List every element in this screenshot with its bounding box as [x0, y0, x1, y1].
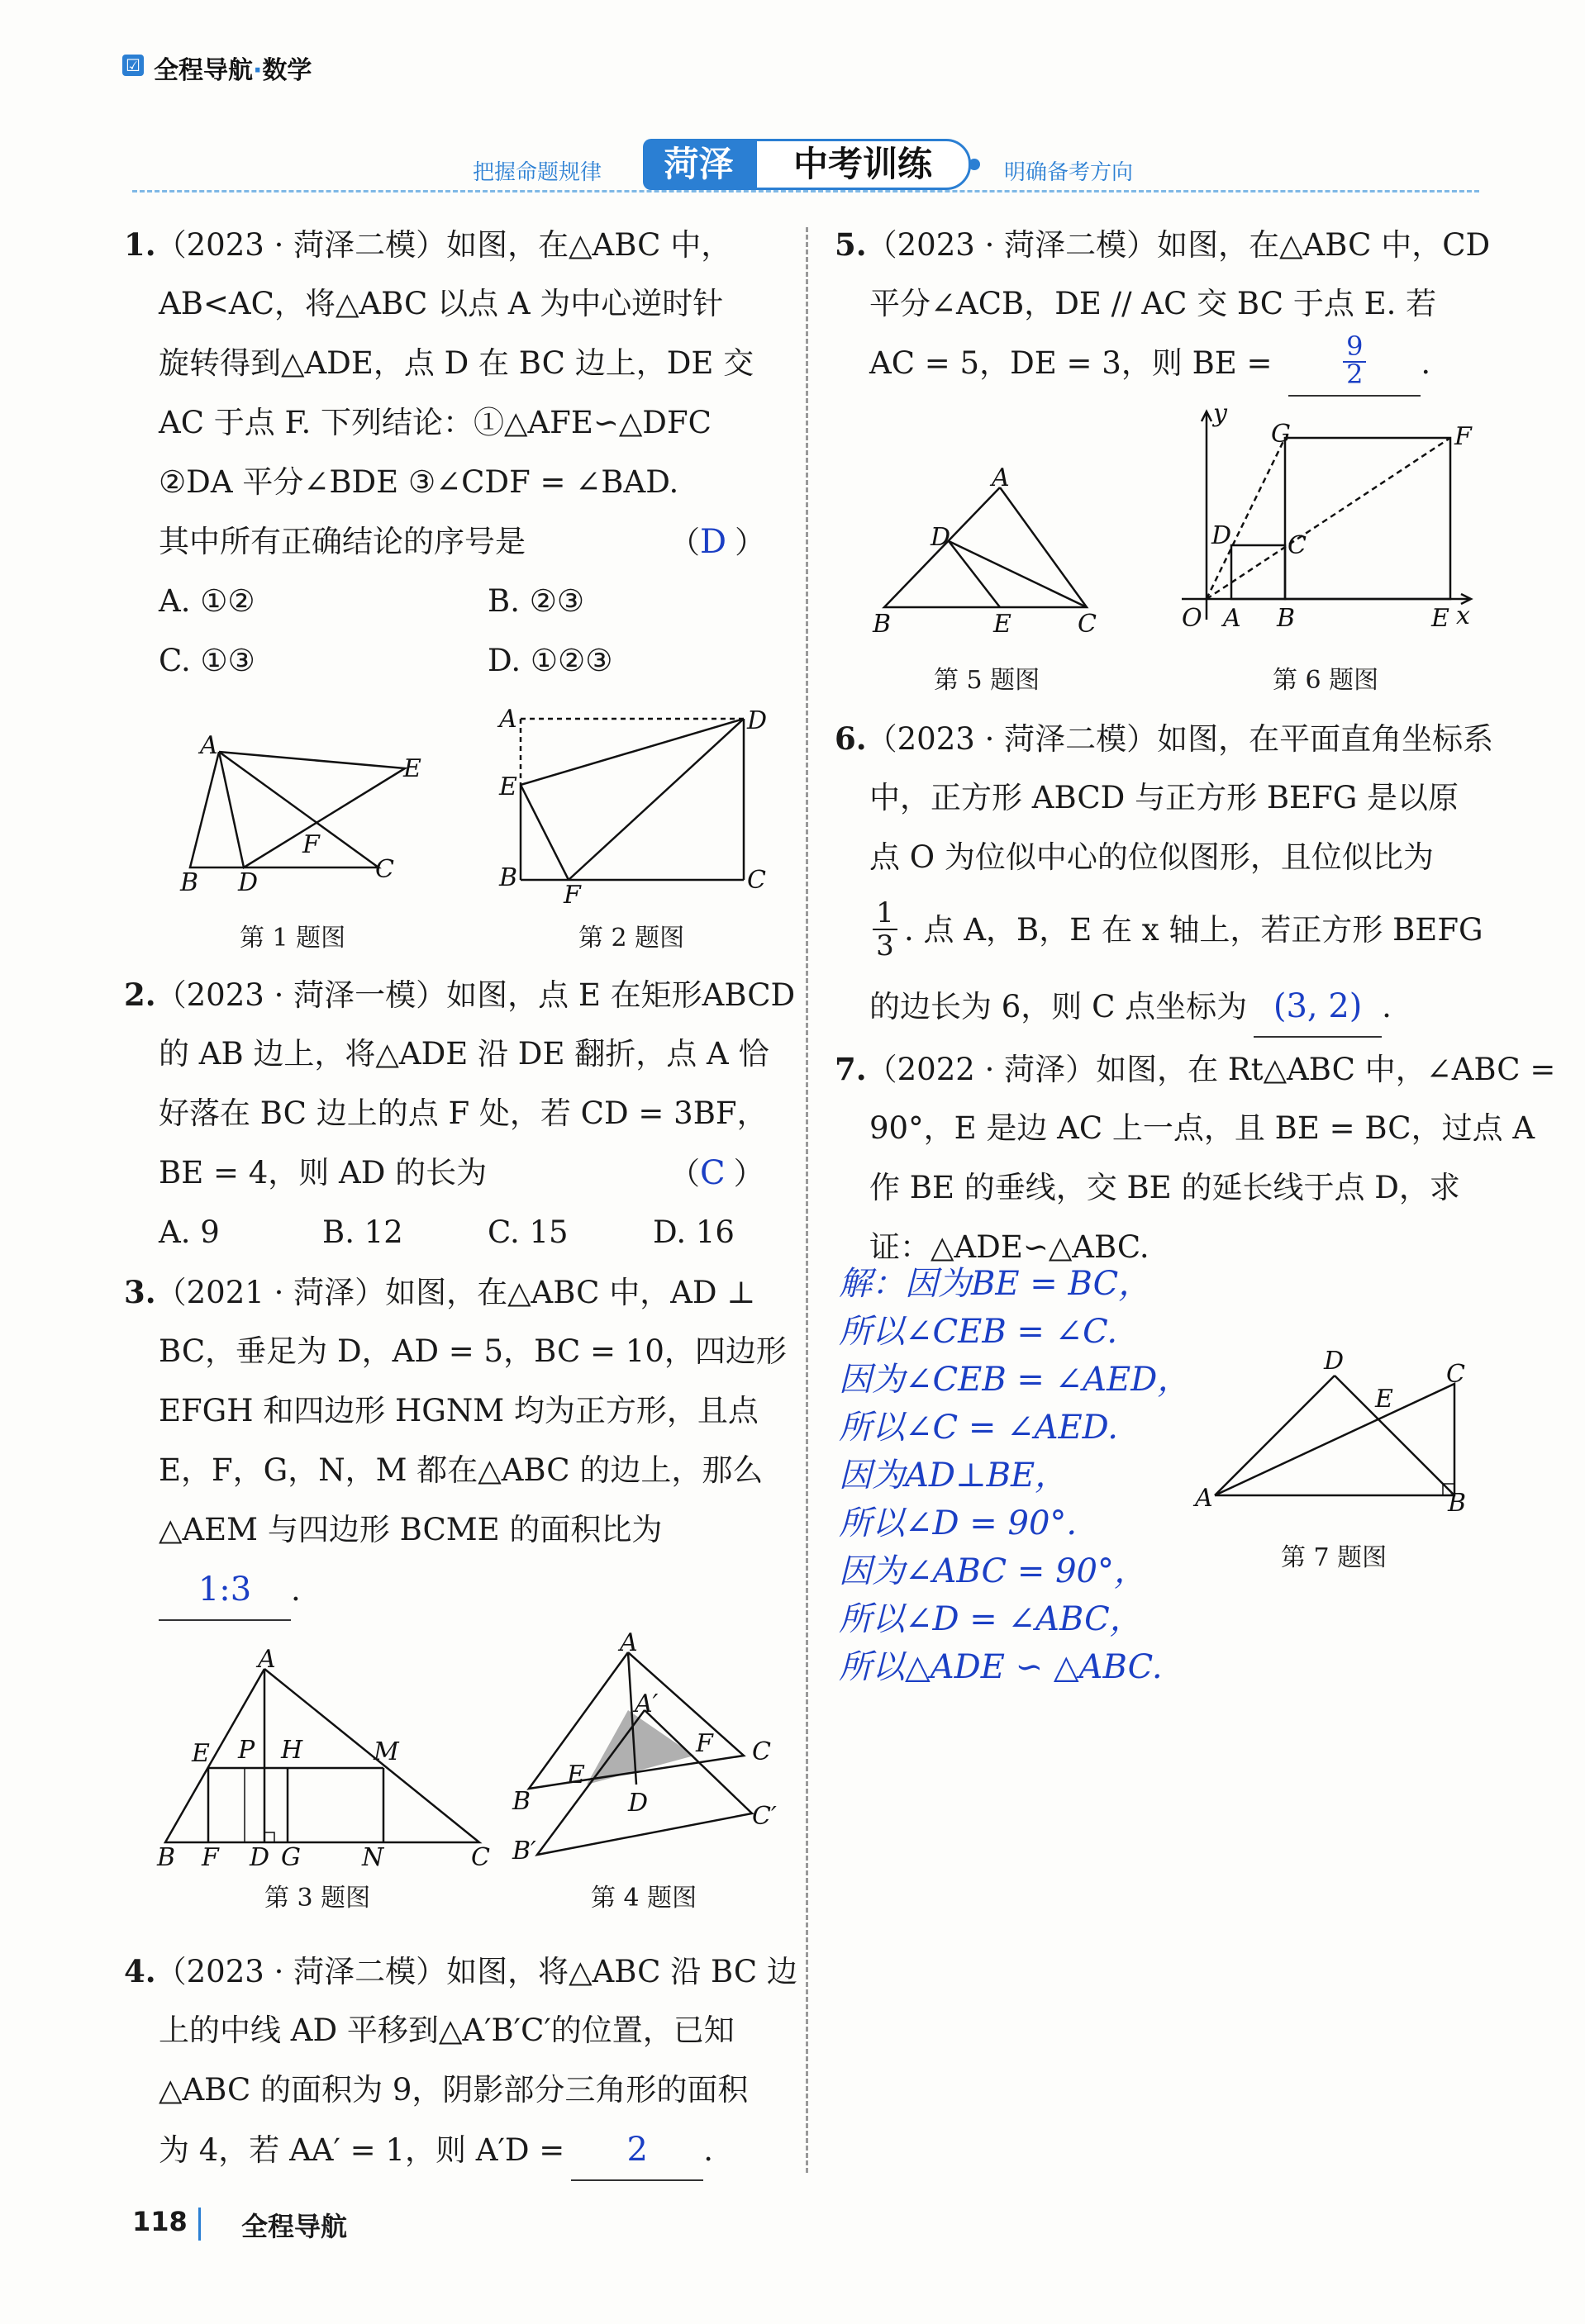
caption-1: 第 1 题图: [240, 924, 346, 953]
banner-left-text: 把握命题规律: [473, 160, 602, 185]
banner-dot-icon: [969, 159, 980, 170]
answer-2: C: [700, 1154, 726, 1192]
svg-text:E: E: [1431, 604, 1449, 633]
answer-3: 1:3: [159, 1560, 291, 1621]
footer-divider: [198, 2208, 201, 2241]
answer-1: D: [700, 523, 727, 561]
svg-text:E: E: [1375, 1385, 1393, 1414]
svg-text:P: P: [238, 1736, 255, 1765]
svg-text:B: B: [1448, 1489, 1467, 1518]
svg-text:C: C: [471, 1843, 490, 1872]
caption-5: 第 5 题图: [934, 666, 1040, 695]
svg-text:E: E: [993, 610, 1011, 639]
ratio-fraction: 1 3: [873, 897, 897, 962]
answer-5-denominator: 2: [1346, 358, 1364, 390]
svg-text:A: A: [992, 463, 1010, 492]
answer-5-numerator: 9: [1346, 330, 1364, 362]
svg-text:A: A: [620, 1628, 638, 1657]
svg-text:D: D: [747, 706, 768, 735]
svg-text:B: B: [512, 1787, 531, 1816]
figure-6: [1165, 397, 1487, 636]
header-title: 全程导航·数学: [154, 56, 312, 85]
svg-text:G: G: [281, 1843, 301, 1872]
answer-6: (3, 2): [1254, 977, 1382, 1038]
header-divider: [132, 190, 1479, 192]
figure-4: [504, 1628, 785, 1867]
svg-text:A: A: [1195, 1484, 1213, 1513]
svg-text:C: C: [1446, 1360, 1465, 1389]
answer-4: 2: [571, 2120, 703, 2181]
caption-4: 第 4 题图: [591, 1884, 697, 1913]
svg-text:N: N: [362, 1843, 384, 1872]
caption-2: 第 2 题图: [578, 924, 685, 953]
svg-text:E: E: [567, 1761, 585, 1789]
svg-text:A: A: [499, 705, 517, 734]
svg-text:D: D: [628, 1789, 649, 1818]
caption-6: 第 6 题图: [1273, 666, 1379, 695]
svg-text:C: C: [747, 866, 766, 895]
banner-region: 菏泽: [643, 139, 754, 190]
svg-text:C: C: [375, 855, 394, 884]
svg-text:B: B: [180, 868, 199, 897]
svg-text:G: G: [1271, 420, 1291, 449]
svg-text:A: A: [1223, 604, 1241, 633]
svg-text:D: D: [238, 868, 259, 897]
svg-text:C: C: [1288, 531, 1307, 560]
svg-text:C′: C′: [752, 1802, 777, 1831]
figure-2: [488, 702, 769, 910]
figure-7: [1190, 1343, 1487, 1516]
svg-text:y: y: [1213, 399, 1227, 428]
svg-text:x: x: [1456, 601, 1470, 630]
svg-text:M: M: [374, 1737, 399, 1766]
svg-text:D: D: [1324, 1347, 1345, 1376]
svg-text:F: F: [302, 830, 320, 859]
figure-5: [868, 463, 1116, 644]
svg-text:F: F: [202, 1843, 219, 1872]
svg-text:D: D: [931, 523, 951, 552]
figure-1: [165, 727, 421, 897]
caption-7: 第 7 题图: [1281, 1543, 1387, 1572]
svg-text:E: E: [499, 772, 517, 801]
svg-text:C: C: [752, 1737, 771, 1766]
svg-text:F: F: [696, 1729, 713, 1758]
banner-right-text: 明确备考方向: [1004, 160, 1134, 185]
svg-text:D: D: [250, 1843, 270, 1872]
svg-text:B: B: [499, 863, 518, 892]
svg-text:B′: B′: [512, 1837, 536, 1865]
svg-text:A: A: [200, 731, 218, 760]
svg-text:D: D: [1211, 521, 1232, 550]
svg-text:F: F: [1454, 422, 1472, 451]
footer-title: 全程导航: [241, 2211, 348, 2242]
svg-text:B: B: [873, 610, 892, 639]
figure-3: [149, 1645, 496, 1872]
column-divider: [806, 227, 808, 2173]
svg-text:O: O: [1182, 604, 1202, 633]
svg-text:H: H: [281, 1736, 303, 1765]
svg-text:A′: A′: [635, 1690, 659, 1718]
page-number: 118: [132, 2206, 188, 2237]
svg-text:C: C: [1078, 610, 1097, 639]
svg-text:E: E: [192, 1739, 210, 1768]
banner-title: 中考训练: [754, 139, 971, 190]
svg-text:A: A: [258, 1645, 276, 1674]
svg-text:F: F: [564, 881, 581, 910]
caption-3: 第 3 题图: [264, 1884, 371, 1913]
svg-text:E: E: [403, 754, 421, 783]
check-icon: ☑: [122, 55, 144, 76]
svg-text:B: B: [1277, 604, 1296, 633]
svg-text:B: B: [157, 1843, 176, 1872]
